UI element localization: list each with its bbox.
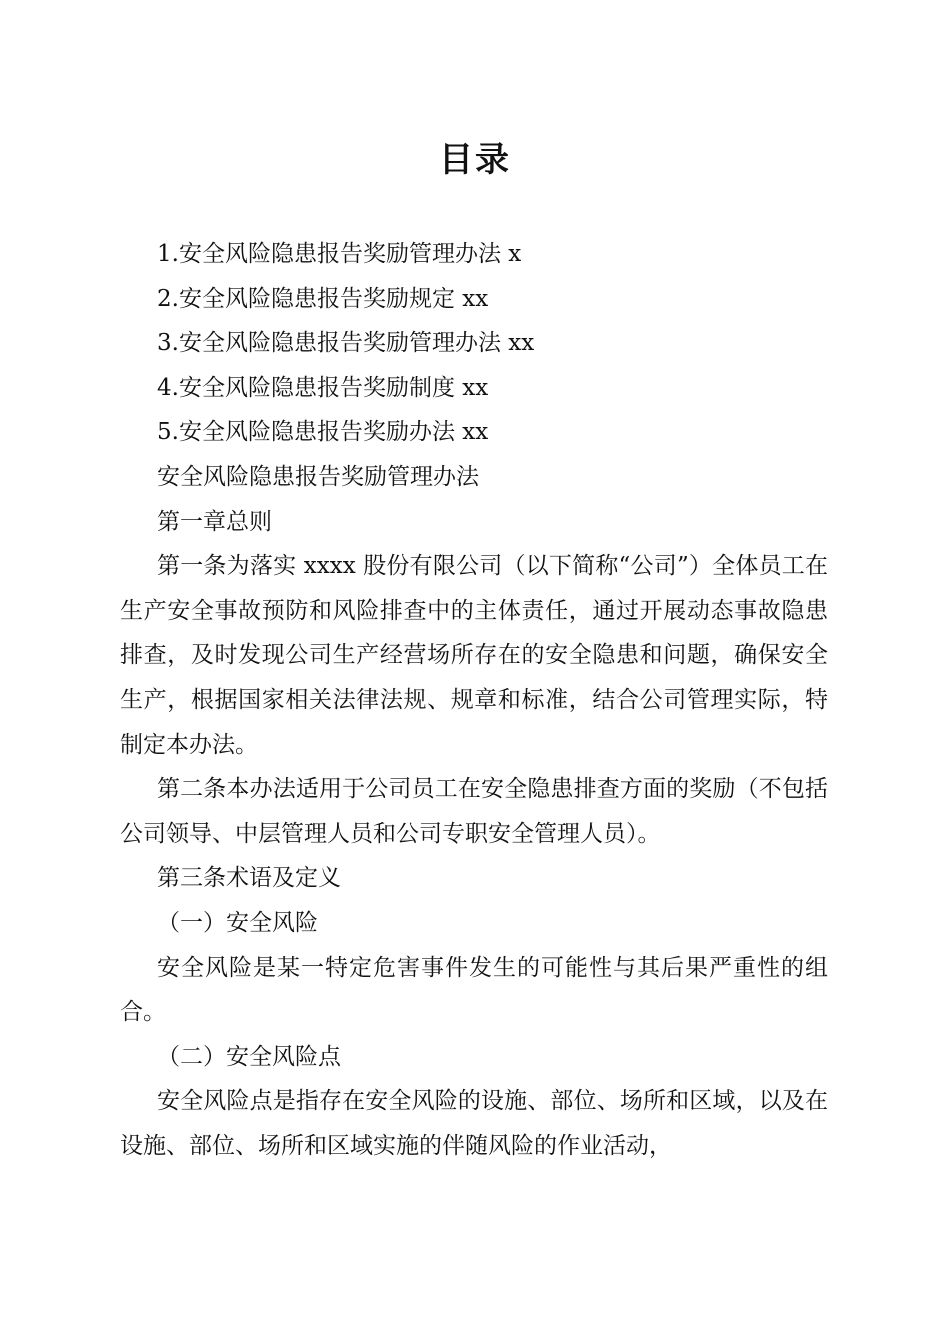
- subsection-1-heading: （一）安全风险: [157, 909, 318, 936]
- article-2-paragraph: 第二条本办法适用于公司员工在安全隐患排查方面的奖励（不包括公司领导、中层管理人员和公司专职安全管理人员）。: [120, 776, 828, 847]
- article-1-paragraph: 第一条为落实 xxxx 股份有限公司（以下简称“公司”）全体员工在生产安全事故预防和风险排查中的主体责任，通过开展动态事故隐患排查，及时发现公司生产经营场所存在的安全隐患和问题，确保安全生产，根据国家相关法律法规、规章和标准，结合公司管理实际，特制定本办法。: [120, 553, 828, 758]
- toc-item-2: 2.安全风险隐患报告奖励规定 xx: [157, 285, 489, 312]
- toc-item-4: 4.安全风险隐患报告奖励制度 xx: [157, 374, 489, 401]
- page-title: 目录: [439, 140, 511, 180]
- document-body: [120, 232, 828, 1168]
- toc-item-1: 1.安全风险隐患报告奖励管理办法 x: [157, 241, 522, 267]
- document-heading: 安全风险隐患报告奖励管理办法: [157, 463, 479, 490]
- subsection-1-paragraph: 安全风险是某一特定危害事件发生的可能性与其后果严重性的组合。: [120, 954, 828, 1026]
- article-3-heading: 第三条术语及定义: [157, 865, 341, 892]
- subsection-2-heading: （二）安全风险点: [157, 1043, 341, 1070]
- subsection-2-paragraph: 安全风险点是指存在安全风险的设施、部位、场所和区域，以及在设施、部位、场所和区域实施的伴随风险的作业活动，: [120, 1088, 828, 1159]
- toc-item-3: 3.安全风险隐患报告奖励管理办法 xx: [157, 330, 535, 357]
- toc-item-5: 5.安全风险隐患报告奖励办法 xx: [157, 419, 489, 446]
- chapter-heading: 第一章总则: [157, 508, 272, 535]
